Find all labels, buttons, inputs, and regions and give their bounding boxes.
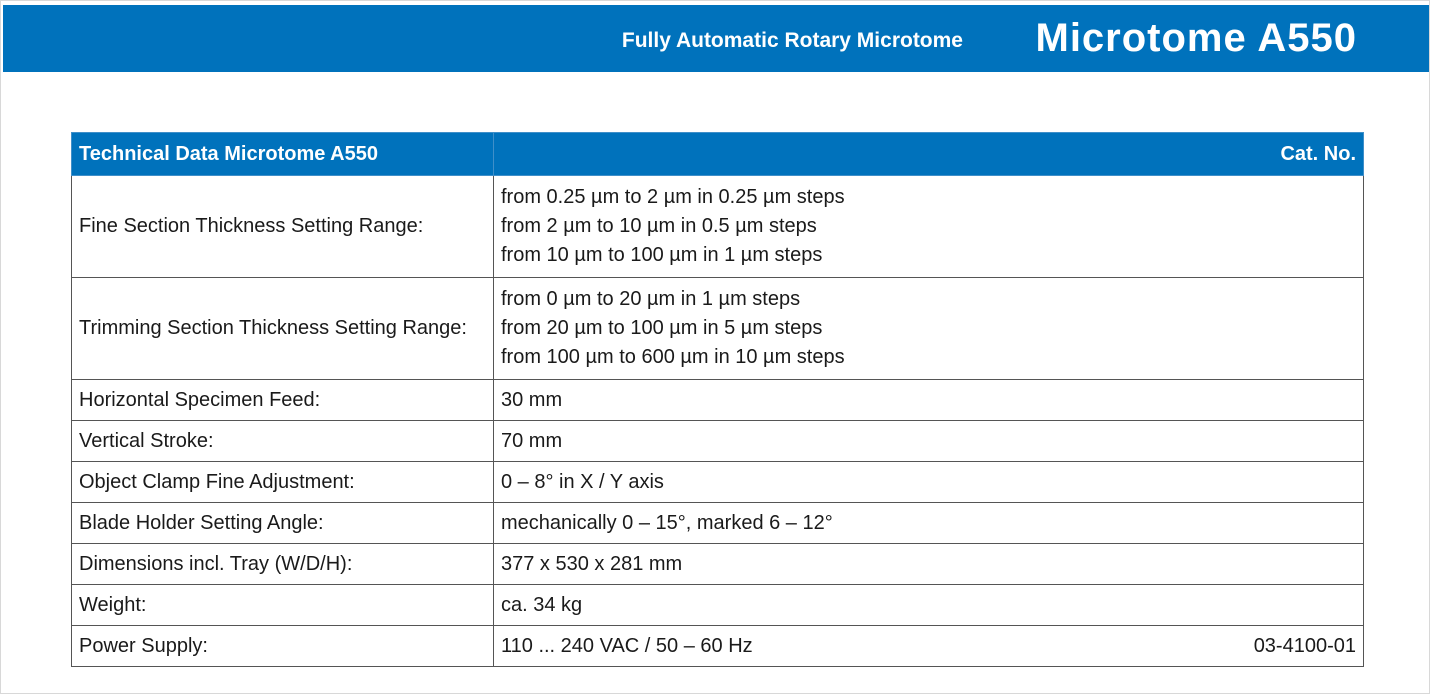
row-value: mechanically 0 – 15°, marked 6 – 12°	[494, 503, 1364, 544]
row-value: 377 x 530 x 281 mm	[494, 544, 1364, 585]
row-label: Dimensions incl. Tray (W/D/H):	[72, 544, 494, 585]
table-row	[72, 585, 1364, 626]
row-value	[494, 626, 1364, 667]
row-label: Fine Section Thickness Setting Range:	[72, 176, 494, 278]
row-label: Weight:	[72, 585, 494, 626]
row-label: Blade Holder Setting Angle:	[72, 503, 494, 544]
table-row	[72, 380, 1364, 421]
table-row	[72, 421, 1364, 462]
table-header-catno: Cat. No.	[494, 133, 1364, 176]
table-row	[72, 462, 1364, 503]
value-line: from 0.25 µm to 2 µm in 0.25 µm steps	[501, 186, 845, 208]
header-banner	[3, 5, 1429, 72]
banner-subtitle: Fully Automatic Rotary Microtome	[621, 29, 963, 52]
value-line: from 2 µm to 10 µm in 0.5 µm steps	[501, 215, 817, 237]
table-header-label: Technical Data Microtome A550	[72, 133, 494, 176]
row-value: ca. 34 kg	[494, 585, 1364, 626]
table-row	[72, 503, 1364, 544]
table-row	[72, 278, 1364, 380]
row-value	[494, 176, 1364, 278]
row-label: Horizontal Specimen Feed:	[72, 380, 494, 421]
value-line: from 0 µm to 20 µm in 1 µm steps	[501, 288, 801, 310]
table-header-row	[72, 133, 1364, 176]
banner-title: Microtome A550	[1035, 16, 1357, 60]
catalog-number: 03-4100-01	[1253, 634, 1356, 657]
row-label: Power Supply:	[72, 626, 494, 667]
value-line: from 20 µm to 100 µm in 5 µm steps	[501, 317, 823, 339]
table-row	[72, 626, 1364, 667]
technical-data-table	[71, 132, 1364, 667]
row-label: Trimming Section Thickness Setting Range:	[72, 278, 494, 380]
row-value	[494, 278, 1364, 380]
row-value: 0 – 8° in X / Y axis	[494, 462, 1364, 503]
row-label: Vertical Stroke:	[72, 421, 494, 462]
row-value: 30 mm	[494, 380, 1364, 421]
table-row	[72, 544, 1364, 585]
row-label: Object Clamp Fine Adjustment:	[72, 462, 494, 503]
table-row	[72, 176, 1364, 278]
row-value: 70 mm	[494, 421, 1364, 462]
value-line: from 10 µm to 100 µm in 1 µm steps	[501, 244, 823, 266]
value-line: from 100 µm to 600 µm in 10 µm steps	[501, 346, 845, 368]
power-supply-value: 110 ... 240 VAC / 50 – 60 Hz	[501, 634, 753, 657]
